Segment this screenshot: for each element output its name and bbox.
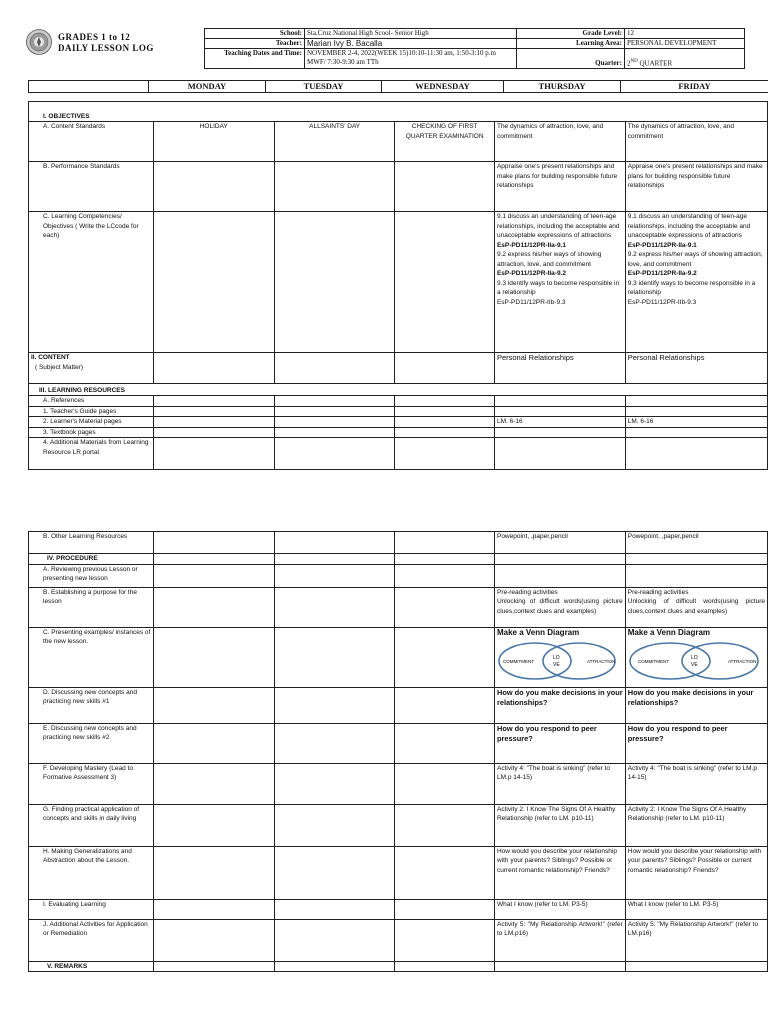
quarter-label: Quarter: (517, 49, 625, 69)
thu-lc-c: 9.3 identify ways to become responsible in a relationship (496, 279, 620, 296)
cell (274, 846, 394, 899)
cell (153, 532, 274, 554)
content-label (29, 353, 154, 384)
cell (494, 396, 625, 407)
cell (395, 687, 495, 723)
cell (395, 212, 495, 353)
cell (395, 919, 495, 961)
cell (395, 532, 495, 554)
cell (153, 919, 274, 961)
venn-right-label: ATTRACTION (586, 658, 616, 664)
purpose-label: B. Establishing a purpose for the lesson (29, 587, 154, 627)
fri-performance-standards: Appraise one's present relationships and make plans for building responsible future relationships (625, 162, 767, 212)
fri-discussing-1: How do you make decisions in your relationships? (625, 687, 767, 723)
thu-content: Personal Relationships (494, 353, 625, 384)
thu-lc-b: 9.2 express his/her ways of showing attraction, love, and commitment (496, 251, 602, 268)
cell (625, 396, 767, 407)
resources-heading: III. LEARNING RESOURCES (29, 384, 768, 396)
dates-value: NOVEMBER 2-4, 2022(WEEK 15)10:10-11:30 am, 1:50-3:10 p.m MWF/ 7:30-9:30 am TTh (305, 49, 517, 69)
cell (274, 532, 394, 554)
thu-venn (494, 627, 625, 687)
teachers-guide-label: 1. Teacher's Guide pages (29, 406, 154, 417)
thu-lc-code2: EsP-PD11/12PR-IIa-9.2 (496, 270, 566, 277)
cell (153, 564, 274, 587)
learners-material-label: 2. Learner's Material pages (29, 417, 154, 428)
monday-holiday: HOLIDAY (153, 122, 274, 162)
deped-seal-logo (26, 29, 52, 55)
day-blank (29, 81, 149, 93)
venn-left-label: COMMITMENT (637, 658, 669, 664)
procedure-heading: IV. PROCEDURE (29, 554, 154, 565)
teacher-value: Marian Ivy B. Bacalla (305, 39, 517, 49)
cell (395, 804, 495, 846)
venn-mid-label-2: VE (690, 661, 698, 668)
cell (395, 723, 495, 763)
cell (274, 438, 394, 470)
fri-content: Personal Relationships (625, 353, 767, 384)
wednesday-exam: CHECKING OF FIRST QUARTER EXAMINATION (395, 122, 495, 162)
references-label: A. References (29, 396, 154, 407)
cell (274, 564, 394, 587)
cell (153, 438, 274, 470)
fri-lc-b: 9.2 express his/her ways of showing attraction, love, and commitment (627, 251, 763, 268)
day-monday: MONDAY (149, 81, 266, 93)
fri-lc-code1: EsP-PD11/12PR-IIa-9.1 (627, 241, 697, 249)
cell (153, 804, 274, 846)
cell (274, 627, 394, 687)
thu-evaluating: What I know (refer to LM. P3-5) (494, 899, 625, 919)
cell (625, 427, 767, 438)
additional-activities-label: J. Additional Activities for Application or Remediation (29, 919, 154, 961)
cell (274, 899, 394, 919)
thu-purpose (494, 587, 625, 627)
fri-lm-pages: LM. 6-16 (625, 417, 767, 428)
dates-label: Teaching Dates and Time: (205, 49, 305, 69)
developing-mastery-label: F. Developing Mastery (Lead to Formative Assessment 3) (29, 763, 154, 804)
fri-competencies (625, 212, 767, 353)
cell (274, 396, 394, 407)
area-value: PERSONAL DEVELOPMENT (625, 39, 745, 49)
thu-content-standards: The dynamics of attraction, love, and commitment (494, 122, 625, 162)
fri-lc-a: 9.1 discuss an understanding of teen-age relationships, including the acceptable and unacceptable expressions of attractions (627, 213, 751, 239)
thu-additional: Activity 5: "My Relationship Artwork!" (refer to LM.p16) (494, 919, 625, 961)
cell (274, 353, 394, 384)
textbook-label: 3. Textbook pages (29, 427, 154, 438)
cell (274, 723, 394, 763)
fri-lc-code2: EsP-PD11/12PR-IIa-9.2 (627, 270, 697, 277)
fri-mastery: Activity 4: "The boat is sinking" (refer to LM.p 14-15) (625, 763, 767, 804)
cell (494, 961, 625, 972)
cell (153, 723, 274, 763)
cell (153, 406, 274, 417)
content-standards-label: A. Content Standards (29, 122, 154, 162)
other-resources-label: B. Other Learning Resources (29, 532, 154, 554)
cell (153, 961, 274, 972)
venn-mid-label-1: LO (552, 654, 560, 661)
content-sub: ( Subject Matter) (35, 363, 84, 371)
quarter-num: 2 (627, 59, 631, 67)
cell (153, 162, 274, 212)
cell (153, 554, 274, 565)
cell (153, 353, 274, 384)
additional-materials-label: 4. Additional Materials from Learning Resource LR portal (29, 438, 154, 470)
thu-competencies (494, 212, 625, 353)
cell (274, 919, 394, 961)
day-wednesday: WEDNESDAY (382, 81, 504, 93)
objectives-heading: I. OBJECTIVES (29, 102, 768, 122)
cell (395, 417, 495, 428)
reviewing-lesson-label: A. Reviewing previous Lesson or presenting new lesson (29, 564, 154, 587)
cell (274, 687, 394, 723)
cell (274, 804, 394, 846)
teacher-label: Teacher: (205, 39, 305, 49)
area-label: Learning Area: (517, 39, 625, 49)
cell (494, 406, 625, 417)
thu-performance-standards: Appraise one's present relationships and make plans for building responsible future relationships (494, 162, 625, 212)
cell (153, 687, 274, 723)
cell (153, 846, 274, 899)
fri-venn (625, 627, 767, 687)
thu-discussing-2: How do you respond to peer pressure? (494, 723, 625, 763)
venn-mid-label-1: LO (690, 654, 698, 661)
thu-purpose-1: Pre-reading activities (496, 588, 558, 596)
tuesday-allsaints: ALLSAINTS' DAY (274, 122, 394, 162)
generalization-label: H. Making Generalizations and Abstraction about the Lesson. (29, 846, 154, 899)
cell (153, 417, 274, 428)
cell (274, 212, 394, 353)
cell (274, 406, 394, 417)
venn-mid-label-2: VE (552, 661, 560, 668)
cell (274, 587, 394, 627)
document-title (58, 32, 198, 54)
cell (153, 899, 274, 919)
cell (153, 427, 274, 438)
lesson-table-part1 (28, 101, 768, 470)
school-label: School: (205, 29, 305, 39)
cell (625, 554, 767, 565)
fri-content-standards: The dynamics of attraction, love, and commitment (625, 122, 767, 162)
cell (153, 587, 274, 627)
competencies-label: C. Learning Competencies/ Objectives ( Write the LCcode for each) (29, 212, 154, 353)
header-info-table (204, 28, 745, 69)
cell (153, 763, 274, 804)
cell (625, 564, 767, 587)
fri-application: Activity 2: I Know The Signs Of A Healthy Relationship (refer to LM. p10-11) (625, 804, 767, 846)
fri-additional: Activity 5: "My Relationship Artwork!" (refer to LM.p16) (625, 919, 767, 961)
grade-label: Grade Level: (517, 29, 625, 39)
fri-venn-title: Make a Venn Diagram (627, 627, 711, 637)
cell (274, 162, 394, 212)
fri-venn-diagram (628, 638, 760, 682)
fri-evaluating: What I know (refer to LM. P3-5) (625, 899, 767, 919)
cell (625, 438, 767, 470)
content-title: II. CONTENT (31, 354, 70, 361)
cell (494, 427, 625, 438)
cell (395, 846, 495, 899)
cell (395, 396, 495, 407)
thu-venn-diagram (497, 638, 617, 682)
thu-purpose-2: Unlocking of difficult words(using picture clues,context clues and examples) (496, 598, 623, 615)
thu-generalization: How would you describe your relationship with your parents? Siblings? Possible or current romantic relationship? Friends? (494, 846, 625, 899)
cell (395, 554, 495, 565)
cell (395, 162, 495, 212)
venn-left-label: COMMITMENT (502, 658, 534, 664)
fri-other-resources: Powepoint, ,paper,pencil (625, 532, 767, 554)
quarter-value (625, 49, 745, 69)
thu-lc-code3: EsP-PD11/12PR-IIb-9.3 (496, 298, 566, 306)
discussing-1-label: D. Discussing new concepts and practicing new skills #1 (29, 687, 154, 723)
title-line-2: DAILY LESSON LOG (58, 43, 154, 53)
thu-venn-title: Make a Venn Diagram (496, 627, 580, 637)
cell (274, 763, 394, 804)
evaluating-label: I. Evaluating Learning (29, 899, 154, 919)
fri-purpose-2: Unlocking of difficult words(using picture clues,context clues and examples) (627, 598, 765, 615)
thu-lc-a: 9.1 discuss an understanding of teen-age relationships, including the acceptable and unacceptable expressions of attractions (496, 213, 620, 239)
venn-right-label: ATTRACTION (727, 658, 757, 664)
day-friday: FRIDAY (621, 81, 768, 93)
fri-generalization: How would you describe your relationship with your parents? Siblings? Possible or current romantic relationship? Friends? (625, 846, 767, 899)
cell (274, 961, 394, 972)
day-tuesday: TUESDAY (266, 81, 382, 93)
title-line-1: GRADES 1 to 12 (58, 32, 131, 42)
cell (494, 564, 625, 587)
cell (274, 417, 394, 428)
fri-discussing-2: How do you respond to peer pressure? (625, 723, 767, 763)
practical-application-label: G. Finding practical application of concepts and skills in daily living (29, 804, 154, 846)
cell (395, 899, 495, 919)
quarter-word: QUARTER (637, 59, 673, 67)
fri-purpose-1: Pre-reading activities (627, 588, 689, 596)
cell (395, 564, 495, 587)
performance-standards-label: B. Performance Standards (29, 162, 154, 212)
cell (395, 427, 495, 438)
thu-lm-pages: LM. 6-16 (494, 417, 625, 428)
cell (153, 212, 274, 353)
cell (395, 353, 495, 384)
cell (625, 961, 767, 972)
cell (153, 396, 274, 407)
cell (494, 438, 625, 470)
grade-value: 12 (625, 29, 745, 39)
cell (395, 438, 495, 470)
fri-lc-code3: EsP-PD11/12PR-IIb-9.3 (627, 298, 697, 306)
cell (395, 406, 495, 417)
thu-lc-code1: EsP-PD11/12PR-IIa-9.1 (496, 241, 566, 249)
cell (274, 554, 394, 565)
fri-purpose (625, 587, 767, 627)
thu-discussing-1: How do you make decisions in your relationships? (494, 687, 625, 723)
quarter-sup: ND (630, 58, 638, 64)
cell (274, 427, 394, 438)
cell (395, 587, 495, 627)
fri-lc-c: 9.3 identify ways to become responsible in a relationship (627, 279, 756, 296)
remarks-heading: V. REMARKS (29, 961, 154, 972)
discussing-2-label: E. Discussing new concepts and practicing new skills #2 (29, 723, 154, 763)
cell (395, 627, 495, 687)
day-thursday: THURSDAY (504, 81, 621, 93)
days-header (28, 80, 768, 93)
thu-mastery: Activity 4: "The boat is sinking" (refer to LM.p 14-15) (494, 763, 625, 804)
cell (153, 627, 274, 687)
cell (395, 763, 495, 804)
thu-other-resources: Powepoint, ,paper,pencil (494, 532, 625, 554)
lesson-table-part2 (28, 531, 768, 972)
cell (494, 554, 625, 565)
thu-application: Activity 2: I Know The Signs Of A Healthy Relationship (refer to LM. p10-11) (494, 804, 625, 846)
presenting-examples-label: C. Presenting examples/ instances of the new lesson. (29, 627, 154, 687)
school-value: Sta.Cruz National High Scool- Senior High (305, 29, 517, 39)
cell (625, 406, 767, 417)
cell (395, 961, 495, 972)
